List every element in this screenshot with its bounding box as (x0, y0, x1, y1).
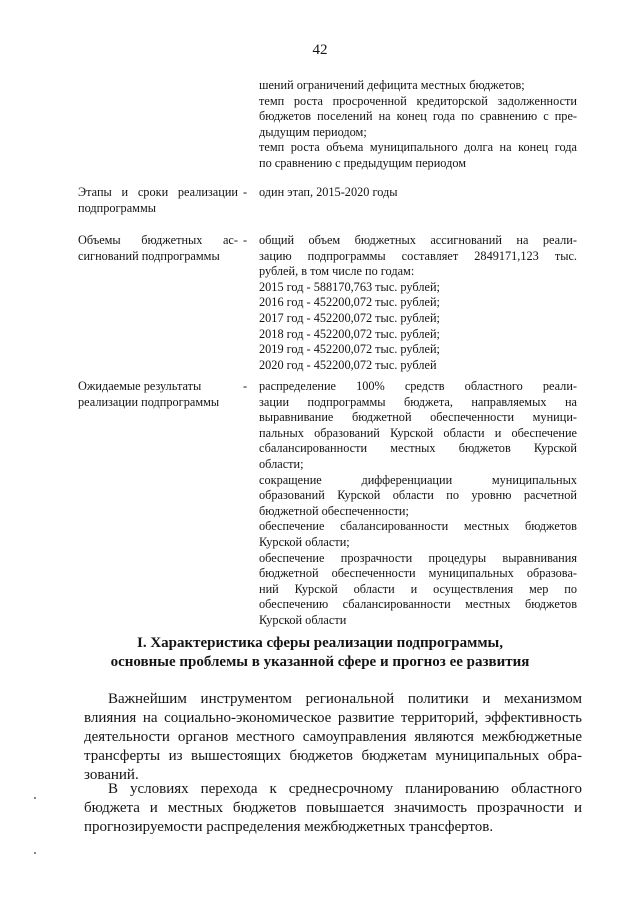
heading-line: I. Характеристика сферы реализации подпрограммы, (136, 635, 504, 651)
paragraph-2 (84, 780, 582, 837)
paragraph-line: деятельности органов местного самоуправления являются межбюджетные (84, 729, 582, 745)
value-line: выравнивание бюджетной обеспеченности муници- (259, 410, 577, 425)
text-line: по сравнению с предыдущим периодом (259, 155, 467, 170)
value-line: пальных образований Курской области и обеспечение (259, 425, 577, 440)
paragraph-line: бюджета и местных бюджетов повышается значимость прозрачности и (84, 800, 582, 816)
value-line: сокращение дифференциации муниципальных (259, 472, 577, 487)
value-line: обеспечение прозрачности процедуры выравнивания (259, 550, 577, 565)
label-line: Этапы и сроки реализации (78, 185, 238, 199)
text-line: бюджетов поселений на конец года по сравнению с пре- (259, 109, 577, 124)
page-number: 42 (312, 42, 328, 58)
heading-line: основные проблемы в указанной сфере и прогноз ее развития (110, 654, 530, 670)
row-label-budget (78, 233, 238, 264)
paragraph-line: В условиях перехода к среднесрочному планированию областного (108, 781, 582, 797)
label-line: подпрограммы (78, 200, 156, 215)
value-line: Курской области; (259, 534, 350, 549)
row-value-budget (259, 233, 577, 373)
value-line: 2015 год - 588170,763 тыс. рублей; (259, 279, 440, 294)
row-value-stages (259, 185, 577, 201)
text-line: шений ограничений дефицита местных бюджетов; (259, 78, 525, 92)
paragraph-1 (84, 690, 582, 785)
value-line: обеспечение сбалансированности местных бюджетов (259, 519, 577, 534)
scan-mark (34, 852, 36, 854)
row-dash: - (243, 233, 248, 247)
row-dash: - (243, 185, 248, 199)
value-line: сбалансированности местных бюджетов Курской (259, 441, 577, 456)
value-line: 2016 год - 452200,072 тыс. рублей; (259, 295, 440, 310)
text-line: дыдущим периодом; (259, 124, 367, 139)
paragraph-line: трансферты из вышестоящих бюджетов бюджетам муниципальных обра- (84, 748, 582, 764)
value-line: ний Курской области и осуществления мер по (259, 581, 577, 596)
paragraph-line: влияния на социально-экономическое развитие территорий, эффективность (84, 710, 582, 726)
row-value-results (259, 379, 577, 629)
value-line: 2017 год - 452200,072 тыс. рублей; (259, 310, 440, 325)
paragraph-line: Важнейшим инструментом региональной политики и механизмом (108, 691, 582, 707)
value-line: зацию подпрограммы составляет 2849171,123 тыс. (259, 248, 577, 263)
paragraph-line: прогнозируемости распределения межбюджетных трансфертов. (84, 819, 494, 835)
paragraph-line: зований. (84, 767, 139, 783)
label-line: реализации подпрограммы (78, 394, 220, 409)
value-line: обеспечению сбалансированности местных бюджетов (259, 597, 577, 612)
value-line: бюджетной обеспеченности муниципальных образова- (259, 566, 577, 581)
value-line: образований Курской области по уровню расчетной (259, 488, 577, 503)
row-label-results (78, 379, 238, 410)
text-line: темп роста объема муниципального долга на конец года (259, 140, 577, 155)
value-line: 2020 год - 452200,072 тыс. рублей (259, 357, 437, 372)
value-line: один этап, 2015-2020 годы (259, 185, 398, 199)
text-line: темп роста просроченной кредиторской задолженности (259, 93, 577, 108)
value-line: зации подпрограммы бюджета, направляемых на (259, 394, 577, 409)
value-line: 2018 год - 452200,072 тыс. рублей; (259, 326, 440, 341)
value-line: 2019 год - 452200,072 тыс. рублей; (259, 342, 440, 357)
label-line: Объемы бюджетных ас- (78, 233, 238, 247)
value-line: области; (259, 456, 304, 471)
value-line: рублей, в том числе по годам: (259, 264, 415, 279)
value-line: бюджетной обеспеченности; (259, 503, 409, 518)
section-heading (60, 634, 580, 672)
row-dash: - (243, 379, 248, 393)
label-line: сигнований подпрограммы (78, 248, 220, 263)
value-line: Курской области (259, 612, 347, 627)
value-line: распределение 100% средств областного реали- (259, 379, 577, 393)
row-label-stages (78, 185, 238, 216)
label-line: Ожидаемые результаты (78, 379, 202, 393)
value-line: общий объем бюджетных ассигнований на реали- (259, 233, 577, 247)
continuation-text (259, 78, 577, 172)
scan-mark (34, 797, 36, 799)
